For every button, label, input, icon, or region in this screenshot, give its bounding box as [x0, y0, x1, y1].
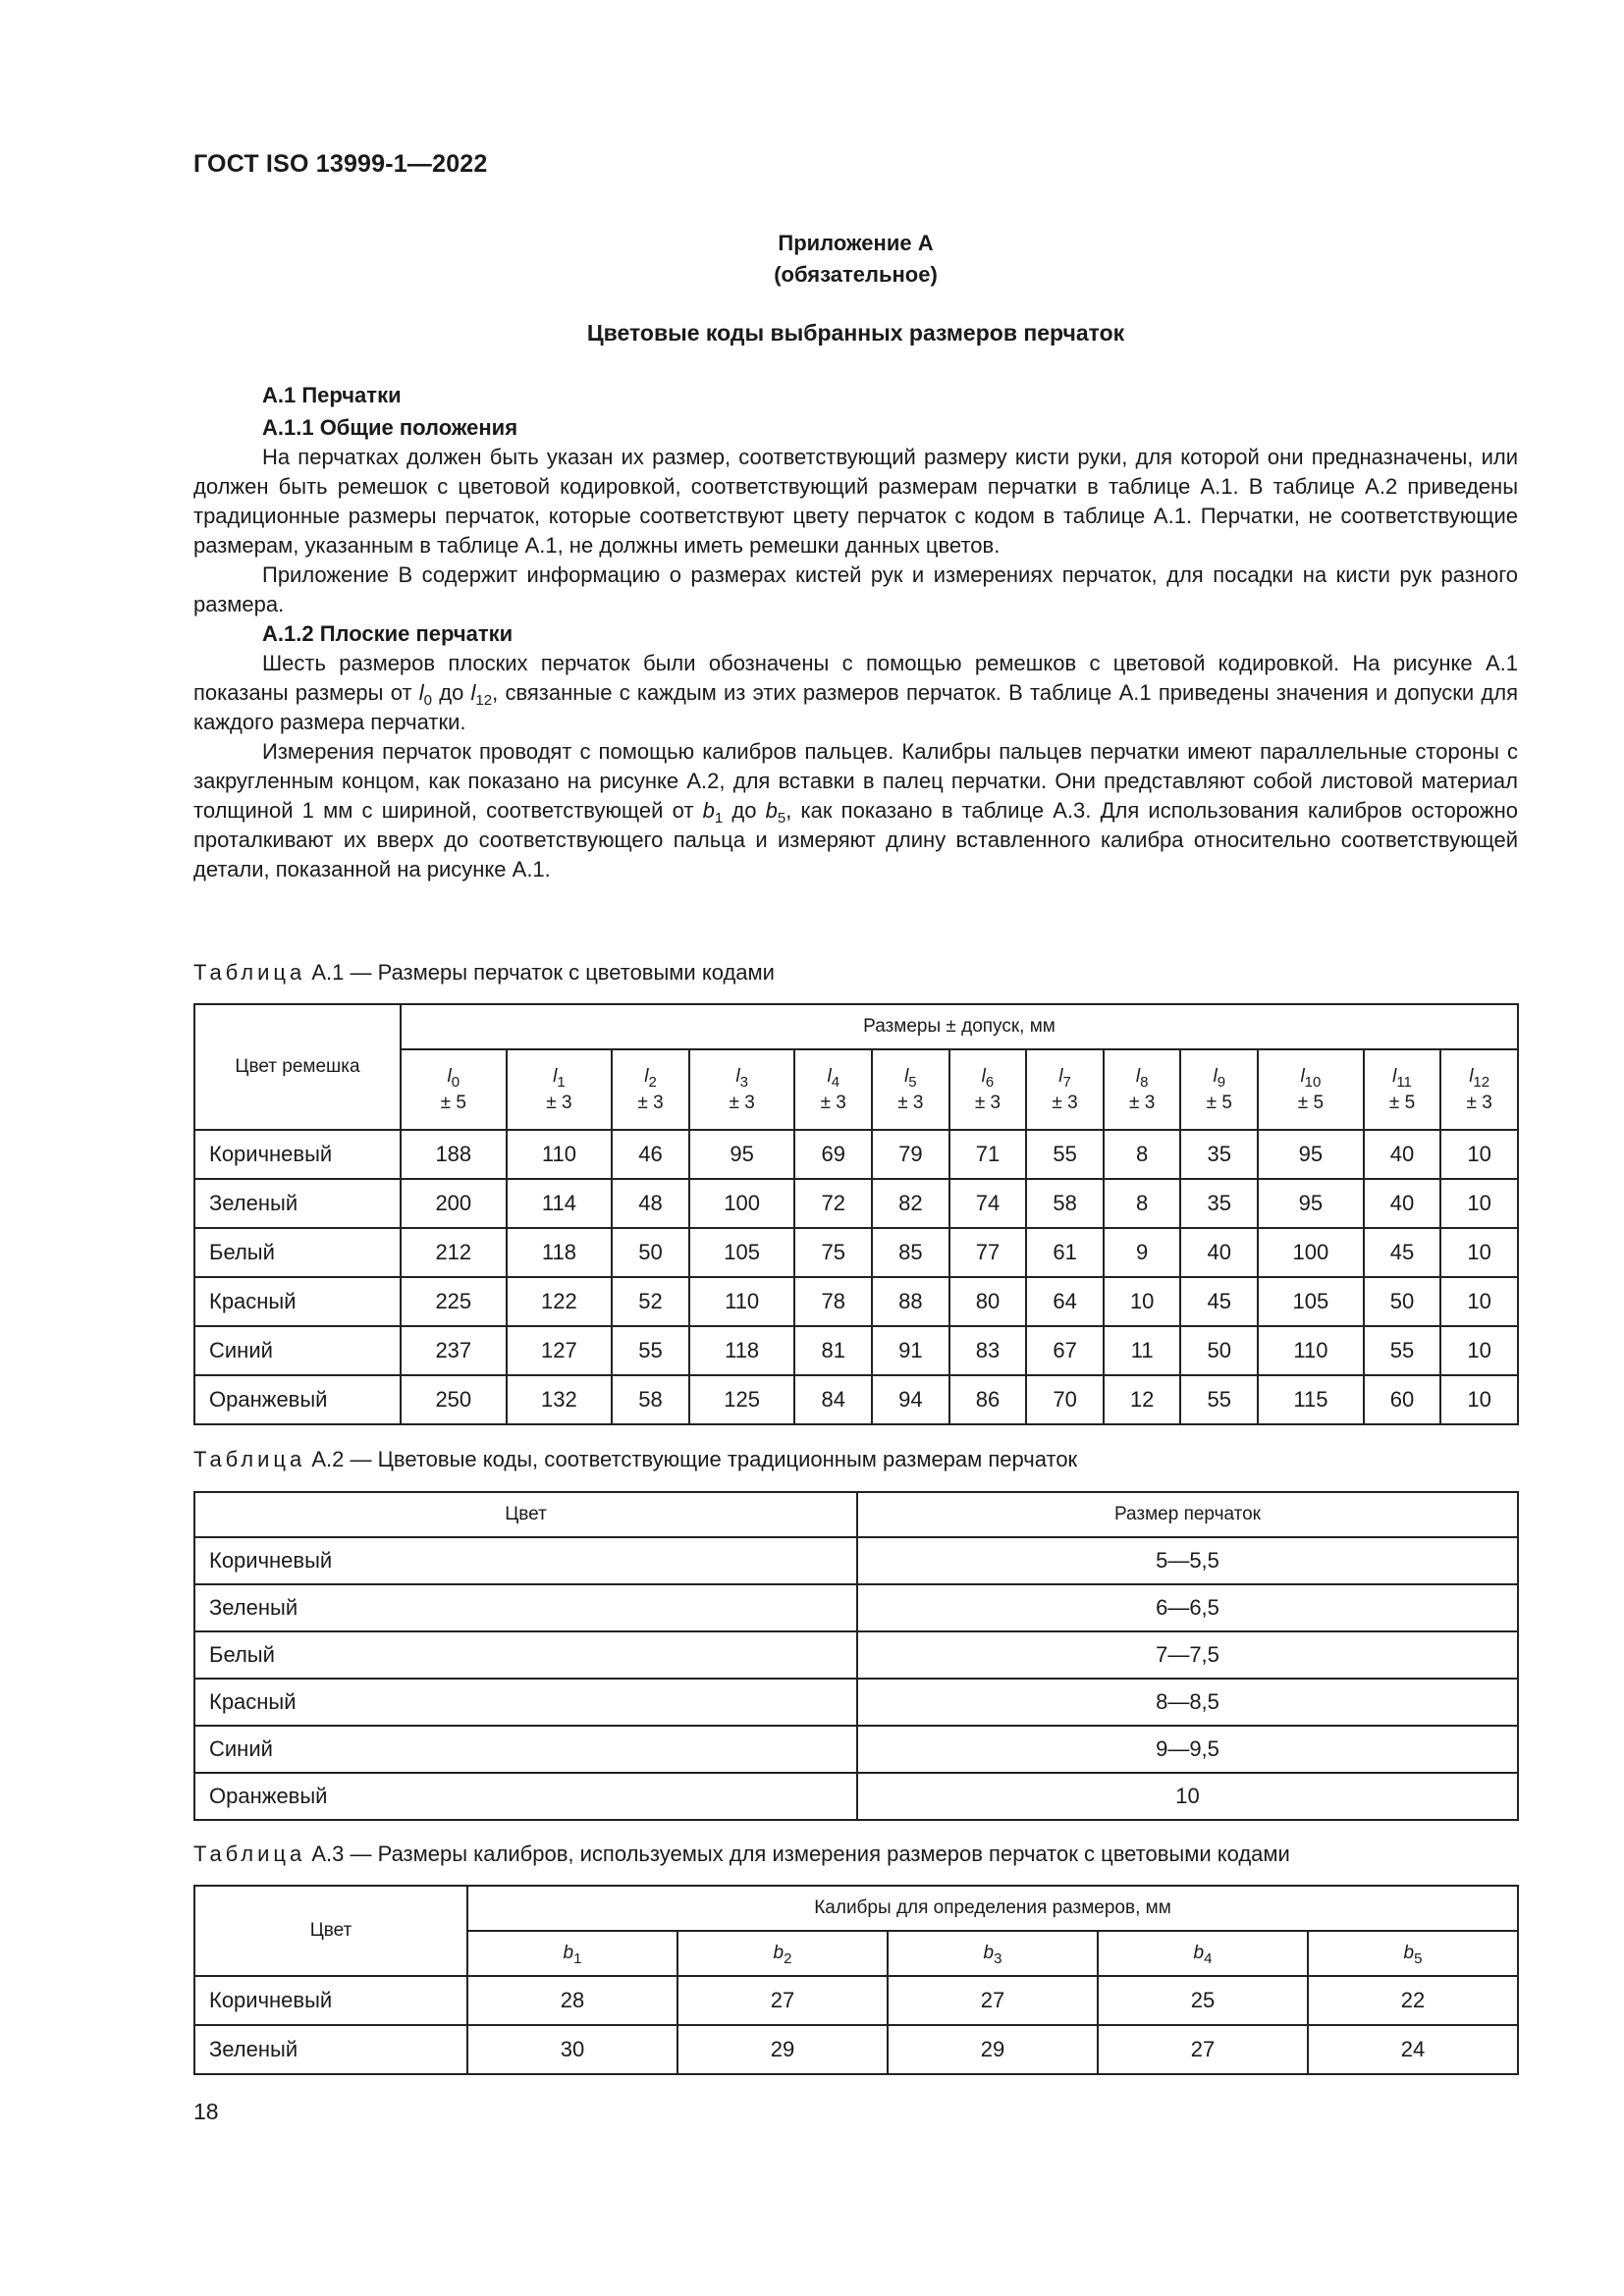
dimension-value-cell: 80 [949, 1277, 1027, 1326]
glove-size-cell: 5—5,5 [857, 1537, 1518, 1584]
table-a3 [193, 1885, 1519, 2075]
annex-heading: Цветовые коды выбранных размеров перчаток [586, 320, 1125, 346]
dimension-tolerance: ± 3 [729, 1093, 755, 1113]
table-row [194, 1631, 1518, 1679]
color-cell: Зеленый [194, 1584, 857, 1631]
dimension-tolerance: ± 3 [1466, 1093, 1492, 1113]
table-a2-header-size: Размер перчаток [857, 1492, 1518, 1537]
color-cell: Коричневый [194, 1976, 467, 2025]
glove-size-cell: 7—7,5 [857, 1631, 1518, 1679]
dimension-value-cell: 212 [401, 1228, 507, 1277]
dimension-symbol: l [827, 1066, 832, 1087]
dimension-value-cell: 58 [1026, 1179, 1104, 1228]
glove-size-cell: 8—8,5 [857, 1679, 1518, 1726]
table-a3-caption [193, 1842, 1290, 1867]
dimension-value-cell: 79 [872, 1130, 949, 1179]
dimension-value-cell: 225 [401, 1277, 507, 1326]
dimension-value-cell: 35 [1180, 1130, 1258, 1179]
table-row [194, 1130, 1518, 1179]
table-row [194, 1228, 1518, 1277]
dimension-value-cell: 10 [1440, 1375, 1518, 1424]
dimension-value-cell: 10 [1440, 1326, 1518, 1375]
table-a1-col-header [1258, 1049, 1364, 1130]
color-cell: Оранжевый [194, 1773, 857, 1820]
dimension-value-cell: 88 [872, 1277, 949, 1326]
dimension-subscript: 5 [908, 1074, 917, 1091]
dimension-value-cell: 95 [1258, 1130, 1364, 1179]
dimension-value-cell: 94 [872, 1375, 949, 1424]
dimension-value-cell: 50 [612, 1228, 689, 1277]
table-row [194, 1584, 1518, 1631]
dimension-subscript: 12 [1473, 1074, 1490, 1091]
gauge-symbol: b [1403, 1943, 1415, 1963]
table-a2-caption-label: Таблица [193, 1447, 306, 1471]
table-a3-col-header [467, 1931, 677, 1976]
dimension-subscript: 10 [1304, 1074, 1322, 1091]
dimension-subscript: 4 [831, 1074, 840, 1091]
dimension-value-cell: 40 [1180, 1228, 1258, 1277]
dimension-value-cell: 64 [1026, 1277, 1104, 1326]
gauge-value-cell: 22 [1308, 1976, 1518, 2025]
dimension-value-cell: 48 [612, 1179, 689, 1228]
table-a1-col-header [689, 1049, 795, 1130]
dimension-value-cell: 86 [949, 1375, 1027, 1424]
dimension-value-cell: 71 [949, 1130, 1027, 1179]
dimension-subscript: 9 [1217, 1074, 1226, 1091]
dimension-value-cell: 118 [507, 1228, 613, 1277]
dimension-value-cell: 50 [1364, 1277, 1441, 1326]
strap-color-cell: Синий [194, 1326, 401, 1375]
table-a3-caption-text: А.3 — Размеры калибров, используемых для измерения размеров перчаток с цветовыми кодами [305, 1842, 1290, 1866]
strap-color-cell: Коричневый [194, 1130, 401, 1179]
dimension-value-cell: 69 [794, 1130, 872, 1179]
dimension-value-cell: 127 [507, 1326, 613, 1375]
table-row [194, 1375, 1518, 1424]
gauge-symbol: b [983, 1943, 995, 1963]
dimension-value-cell: 10 [1440, 1130, 1518, 1179]
dimension-symbol: l [644, 1066, 649, 1087]
dimension-value-cell: 55 [612, 1326, 689, 1375]
paragraph-flat-gloves-1: Шесть размеров плоских перчаток были обозначены с помощью ремешков с цветовой кодировкой. На рисунке А.1 показаны размеры от $l_0$ до $l_{12}$, связанные с каждым из этих размеров перчаток. В таблице А.1 приведены значения и допуски для каждого размера перчатки. [193, 651, 1519, 734]
dimension-symbol: l [1058, 1066, 1063, 1087]
dimension-subscript: 8 [1140, 1074, 1149, 1091]
gauge-value-cell: 28 [467, 1976, 677, 2025]
paragraph-flat-gloves-2: Измерения перчаток проводят с помощью калибров пальцев. Калибры пальцев перчатки имеют параллельные стороны с закругленным концом, как показано на рисунке А.2, для вставки в палец перчатки. Они представляют собой листовой материал толщиной 1 мм с шириной, соответствующей от $b_1$ до $b_5$, как показано в таблице А.3. Для использования калибров осторожно проталкивают их вверх до соответствующего пальца и измеряют длину вставленного калибра относительно соответствующей детали, показанной на рисунке А.1. [193, 739, 1519, 881]
table-a1 [193, 1003, 1519, 1425]
dimension-tolerance: ± 3 [546, 1093, 572, 1113]
gauge-value-cell: 27 [1098, 2025, 1308, 2074]
dimension-value-cell: 83 [949, 1326, 1027, 1375]
dimension-tolerance: ± 3 [1052, 1093, 1078, 1113]
table-a2-caption-text: А.2 — Цветовые коды, соответствующие традиционным размерам перчаток [305, 1447, 1078, 1471]
body-text [193, 381, 1518, 884]
dimension-value-cell: 40 [1364, 1179, 1441, 1228]
dimension-tolerance: ± 5 [440, 1093, 466, 1113]
dimension-symbol: l [1213, 1066, 1218, 1087]
dimension-value-cell: 55 [1364, 1326, 1441, 1375]
page-number: 18 [193, 2099, 219, 2124]
dimension-tolerance: ± 5 [1297, 1093, 1325, 1113]
dimension-subscript: 2 [648, 1074, 657, 1091]
table-a2-caption [193, 1447, 1077, 1472]
table-a1-col-header [612, 1049, 689, 1130]
dimension-value-cell: 75 [794, 1228, 872, 1277]
dimension-value-cell: 105 [1258, 1277, 1364, 1326]
dimension-value-cell: 67 [1026, 1326, 1104, 1375]
dimension-value-cell: 188 [401, 1130, 507, 1179]
color-cell: Красный [194, 1679, 857, 1726]
dimension-value-cell: 200 [401, 1179, 507, 1228]
dimension-value-cell: 77 [949, 1228, 1027, 1277]
dimension-value-cell: 52 [612, 1277, 689, 1326]
dimension-symbol: l [735, 1066, 740, 1087]
table-a1-caption [193, 960, 775, 986]
table-a1-col-header [872, 1049, 949, 1130]
gauge-subscript: 4 [1204, 1950, 1213, 1967]
table-a1-col-header [507, 1049, 613, 1130]
table-row [194, 1179, 1518, 1228]
dimension-value-cell: 122 [507, 1277, 613, 1326]
dimension-value-cell: 72 [794, 1179, 872, 1228]
dimension-subscript: 7 [1062, 1074, 1071, 1091]
table-row [194, 1277, 1518, 1326]
gauge-value-cell: 29 [677, 2025, 888, 2074]
annex-title-block [193, 228, 1518, 291]
table-row [194, 1326, 1518, 1375]
dimension-symbol: l [1135, 1066, 1141, 1087]
dimension-value-cell: 100 [1258, 1228, 1364, 1277]
dimension-value-cell: 55 [1180, 1375, 1258, 1424]
dimension-symbol: l [1392, 1066, 1397, 1087]
dimension-subscript: 6 [985, 1074, 995, 1091]
dimension-value-cell: 74 [949, 1179, 1027, 1228]
strap-color-cell: Белый [194, 1228, 401, 1277]
dimension-symbol: l [553, 1066, 558, 1087]
dimension-value-cell: 91 [872, 1326, 949, 1375]
dimension-value-cell: 95 [689, 1130, 795, 1179]
gauge-symbol: b [563, 1943, 574, 1963]
dimension-value-cell: 46 [612, 1130, 689, 1179]
dimension-value-cell: 118 [689, 1326, 795, 1375]
section-heading-a12: А.1.2 Плоские перчатки [262, 621, 514, 646]
dimension-symbol: l [1300, 1066, 1305, 1087]
glove-size-cell: 10 [857, 1773, 1518, 1820]
dimension-value-cell: 84 [794, 1375, 872, 1424]
dimension-value-cell: 81 [794, 1326, 872, 1375]
document-header: ГОСТ ISO 13999-1—2022 [193, 150, 488, 178]
table-a2-header-color: Цвет [194, 1492, 857, 1537]
table-a1-col-header [949, 1049, 1027, 1130]
gauge-subscript: 2 [784, 1950, 792, 1967]
gauge-subscript: 3 [994, 1950, 1002, 1967]
dimension-value-cell: 50 [1180, 1326, 1258, 1375]
paragraph-general-1: На перчатках должен быть указан их размер, соответствующий размеру кисти руки, для которой они предназначены, или должен быть ремешок с цветовой кодировкой, соответствующий размерам перчатки в таблице А.1. В таблице А.2 приведены традиционные размеры перчаток, которые соответствуют цвету перчаток с кодом в таблице А.1. Перчатки, не соответствующие размерам, указанным в таблице А.1, не должны иметь ремешки данных цветов. [193, 445, 1518, 558]
table-a1-col-header [1180, 1049, 1258, 1130]
gauge-value-cell: 24 [1308, 2025, 1518, 2074]
table-a3-header-group: Калибры для определения размеров, мм [467, 1886, 1518, 1931]
gauge-value-cell: 30 [467, 2025, 677, 2074]
table-a1-col-header [794, 1049, 872, 1130]
section-heading-a11: А.1.1 Общие положения [262, 415, 518, 440]
dimension-value-cell: 95 [1258, 1179, 1364, 1228]
dimension-value-cell: 40 [1364, 1130, 1441, 1179]
section-heading-a1: А.1 Перчатки [262, 383, 402, 407]
annex-title: Приложение А [778, 231, 934, 255]
table-a1-col-header [1104, 1049, 1181, 1130]
gauge-subscript: 1 [573, 1950, 582, 1967]
dimension-subscript: 11 [1396, 1074, 1412, 1091]
color-cell: Зеленый [194, 2025, 467, 2074]
table-a1-col-header [401, 1049, 507, 1130]
color-cell: Коричневый [194, 1537, 857, 1584]
dimension-symbol: l [904, 1066, 909, 1087]
gauge-symbol: b [773, 1943, 785, 1963]
table-a3-caption-label: Таблица [193, 1842, 306, 1866]
dimension-symbol: l [447, 1066, 452, 1087]
dimension-value-cell: 82 [872, 1179, 949, 1228]
table-row [194, 1726, 1518, 1773]
dimension-value-cell: 100 [689, 1179, 795, 1228]
annex-type: (обязательное) [774, 262, 938, 287]
dimension-value-cell: 60 [1364, 1375, 1441, 1424]
dimension-tolerance: ± 3 [897, 1093, 924, 1113]
dimension-subscript: 1 [557, 1074, 566, 1091]
paragraph-general-2: Приложение В содержит информацию о размерах кистей рук и измерениях перчаток, для посадки на кисти рук разного размера. [193, 562, 1518, 616]
dimension-tolerance: ± 3 [974, 1093, 1001, 1113]
strap-color-cell: Красный [194, 1277, 401, 1326]
dimension-value-cell: 114 [507, 1179, 613, 1228]
table-a3-col-header [1308, 1931, 1518, 1976]
table-a1-header-color: Цвет ремешка [194, 1004, 401, 1130]
table-row [194, 1773, 1518, 1820]
table-a3-col-header [677, 1931, 888, 1976]
color-cell: Белый [194, 1631, 857, 1679]
dimension-value-cell: 70 [1026, 1375, 1104, 1424]
table-a1-col-header [1026, 1049, 1104, 1130]
gauge-value-cell: 29 [888, 2025, 1098, 2074]
dimension-value-cell: 55 [1026, 1130, 1104, 1179]
gauge-symbol: b [1193, 1943, 1205, 1963]
dimension-value-cell: 12 [1104, 1375, 1181, 1424]
dimension-tolerance: ± 5 [1206, 1093, 1232, 1113]
dimension-value-cell: 58 [612, 1375, 689, 1424]
dimension-value-cell: 35 [1180, 1179, 1258, 1228]
dimension-value-cell: 110 [689, 1277, 795, 1326]
gauge-value-cell: 27 [677, 1976, 888, 2025]
dimension-value-cell: 78 [794, 1277, 872, 1326]
gauge-value-cell: 27 [888, 1976, 1098, 2025]
table-a1-caption-label: Таблица [193, 960, 306, 985]
dimension-value-cell: 10 [1104, 1277, 1181, 1326]
strap-color-cell: Оранжевый [194, 1375, 401, 1424]
dimension-value-cell: 110 [1258, 1326, 1364, 1375]
dimension-tolerance: ± 5 [1388, 1093, 1416, 1113]
dimension-subscript: 0 [451, 1074, 460, 1091]
table-a2 [193, 1491, 1519, 1821]
table-a3-header-color: Цвет [194, 1886, 467, 1976]
dimension-value-cell: 10 [1440, 1179, 1518, 1228]
table-a1-col-header [1440, 1049, 1518, 1130]
dimension-value-cell: 115 [1258, 1375, 1364, 1424]
dimension-symbol: l [1469, 1066, 1474, 1087]
dimension-value-cell: 10 [1440, 1228, 1518, 1277]
glove-size-cell: 9—9,5 [857, 1726, 1518, 1773]
dimension-value-cell: 125 [689, 1375, 795, 1424]
table-a3-col-header [1098, 1931, 1308, 1976]
gauge-value-cell: 25 [1098, 1976, 1308, 2025]
dimension-symbol: l [981, 1066, 986, 1087]
dimension-value-cell: 85 [872, 1228, 949, 1277]
dimension-value-cell: 11 [1104, 1326, 1181, 1375]
glove-size-cell: 6—6,5 [857, 1584, 1518, 1631]
dimension-value-cell: 45 [1364, 1228, 1441, 1277]
table-row [194, 2025, 1518, 2074]
dimension-value-cell: 10 [1440, 1277, 1518, 1326]
dimension-value-cell: 105 [689, 1228, 795, 1277]
dimension-value-cell: 45 [1180, 1277, 1258, 1326]
dimension-value-cell: 237 [401, 1326, 507, 1375]
dimension-value-cell: 61 [1026, 1228, 1104, 1277]
gauge-subscript: 5 [1414, 1950, 1423, 1967]
color-cell: Синий [194, 1726, 857, 1773]
table-a3-col-header [888, 1931, 1098, 1976]
table-a1-header-group: Размеры ± допуск, мм [401, 1004, 1518, 1049]
dimension-value-cell: 8 [1104, 1179, 1181, 1228]
strap-color-cell: Зеленый [194, 1179, 401, 1228]
dimension-value-cell: 132 [507, 1375, 613, 1424]
table-a1-caption-text: А.1 — Размеры перчаток с цветовыми кодами [305, 960, 775, 985]
table-row [194, 1679, 1518, 1726]
dimension-value-cell: 110 [507, 1130, 613, 1179]
dimension-subscript: 3 [739, 1074, 748, 1091]
dimension-tolerance: ± 3 [1129, 1093, 1156, 1113]
dimension-tolerance: ± 3 [637, 1093, 664, 1113]
table-row [194, 1537, 1518, 1584]
table-row [194, 1976, 1518, 2025]
dimension-tolerance: ± 3 [820, 1093, 846, 1113]
dimension-value-cell: 250 [401, 1375, 507, 1424]
dimension-value-cell: 9 [1104, 1228, 1181, 1277]
table-a1-col-header [1364, 1049, 1441, 1130]
dimension-value-cell: 8 [1104, 1130, 1181, 1179]
